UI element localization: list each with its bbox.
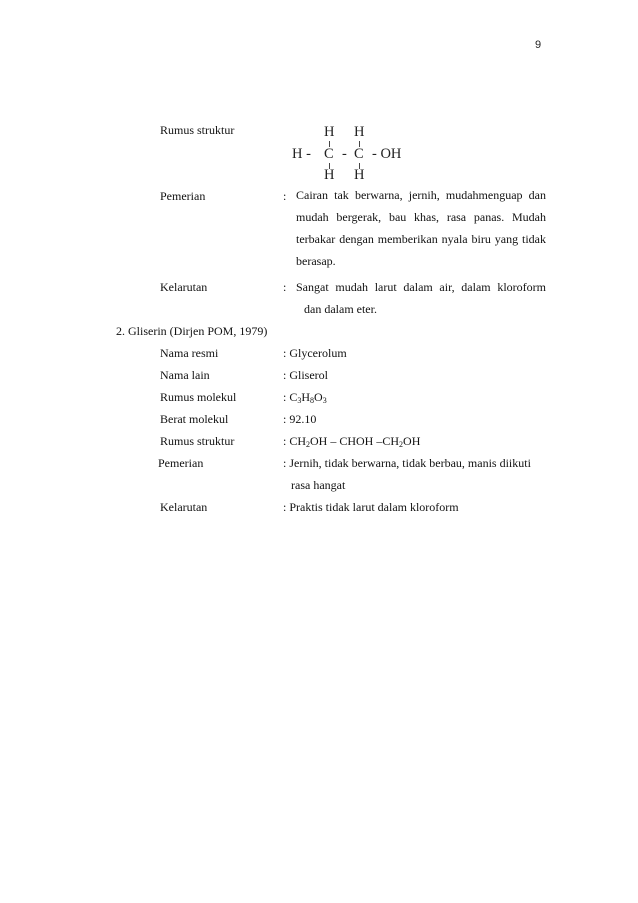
formula-bot-h1: H [324, 167, 335, 183]
section-heading-gliserin: 2. Gliserin (Dirjen POM, 1979) [116, 324, 268, 338]
pemerian-colon: : [283, 189, 287, 203]
rumus-struktur-gliserin-value: : $CH_2OH$ – CHOH $-CH_2OH$ [283, 434, 421, 449]
nama-resmi-value: : Glycerolum [283, 346, 347, 360]
rumus-struktur-label: Rumus struktur [160, 123, 235, 137]
nama-lain-value: : Gliserol [283, 368, 328, 382]
structural-formula [292, 124, 422, 184]
kelarutan-line2: dan dalam eter. [304, 302, 377, 316]
pemerian-text: Cairan tak berwarna, jernih, mudahmenguap dan mudah bergerak, bau khas, rasa panas. Mudah terbakar dengan memberikan nyala biru yang tidak berasap. [296, 188, 546, 268]
formula-top-h1: H [324, 124, 335, 140]
formula-bot-h2: H [354, 167, 365, 183]
formula-mid-dash: - [342, 146, 347, 162]
nama-resmi-label: Nama resmi [160, 346, 219, 360]
pemerian-gliserin-line2: rasa hangat [291, 478, 346, 492]
berat-molekul-value: : 92.10 [283, 412, 317, 426]
nama-lain-label: Nama lain [160, 368, 210, 382]
rumus-molekul-value: : $C_3H_8O_3$ [283, 390, 327, 405]
formula-mid-c1: C [324, 146, 334, 162]
formula-top-h2: H [354, 124, 365, 140]
kelarutan-label: Kelarutan [160, 280, 208, 294]
formula-mid-h: H - [292, 146, 311, 162]
pemerian-label: Pemerian [160, 189, 206, 203]
page-number: 9 [535, 39, 542, 51]
kelarutan-line1: Sangat mudah larut dalam air, dalam kloroform [296, 280, 546, 294]
rumus-struktur-gliserin-label: Rumus struktur [160, 434, 235, 448]
formula-mid-c2: C [354, 146, 364, 162]
pemerian-gliserin-line1: : Jernih, tidak berwarna, tidak berbau, manis diikuti [283, 456, 531, 470]
kelarutan-colon: : [283, 280, 287, 294]
berat-molekul-label: Berat molekul [160, 412, 229, 426]
kelarutan-gliserin-value: : Praktis tidak larut dalam kloroform [283, 500, 459, 514]
pemerian-gliserin-label: Pemerian [158, 456, 204, 470]
formula-mid-oh: - OH [372, 146, 402, 162]
kelarutan-gliserin-label: Kelarutan [160, 500, 208, 514]
rumus-molekul-label: Rumus molekul [160, 390, 237, 404]
